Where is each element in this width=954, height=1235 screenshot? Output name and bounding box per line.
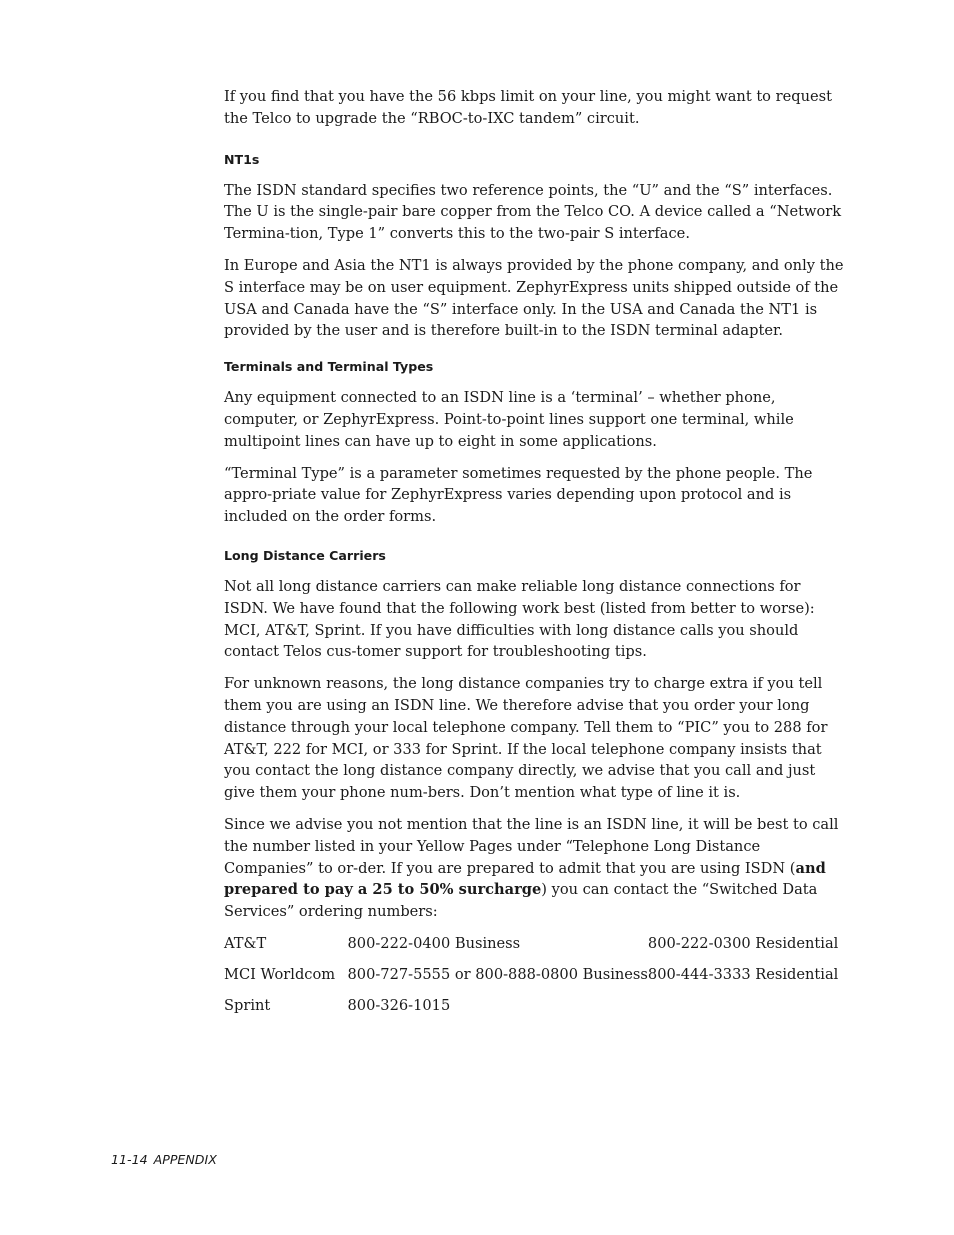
nt1-heading: NT1s (224, 151, 260, 167)
carrier-name: MCI Worldcom (224, 965, 336, 983)
intro-paragraph: If you find that you have the 56 kbps limit on your line, you might want to request the Telco to upgrade the “RBOC-to-IXC tandem” circuit. (224, 88, 832, 127)
carrier-business-number: 800-326-1015 (347, 996, 451, 1014)
footer-section-label: APPENDIX (153, 1152, 217, 1167)
terminals-paragraph-1: Any equipment connected to an ISDN line is a ‘terminal’ – whether phone, computer, or ZephyrExpress. Point-to-point lines support one terminal, while multipoint lines can have up to eight in some applications. (224, 389, 794, 450)
terminals-heading: Terminals and Terminal Types (224, 359, 434, 375)
long-distance-paragraph-3 (224, 814, 848, 923)
carrier-name: AT&T (224, 934, 267, 952)
page-number: 11-14 (111, 1152, 148, 1167)
carrier-business-number: 800-727-5555 or 800-888-0800 Business (347, 965, 648, 983)
carrier-name: Sprint (224, 996, 271, 1014)
long-distance-paragraph-2: For unknown reasons, the long distance companies try to charge extra if you tell them you are using an ISDN line. We therefore advise that you order your long distance through your local telephone company. Tell them to “PIC” you to 288 for AT&T, 222 for MCI, or 333 for Sprint. If the local telephone company insists that you contact the long distance company directly, we advise that you call and just give them your phone num-bers. Don’t mention what type of line it is. (224, 675, 828, 802)
page-footer (111, 1152, 217, 1167)
surcharge-bold-text: and prepared to pay a 25 to 50% surcharge (224, 859, 826, 899)
terminals-paragraph-2: “Terminal Type” is a parameter sometimes requested by the phone people. The appro-priate value for ZephyrExpress varies depending upon protocol and is included on the order forms. (224, 464, 813, 526)
long-distance-heading: Long Distance Carriers (224, 547, 386, 563)
carrier-residential-number: 800-222-0300 Residential (647, 934, 839, 952)
long-distance-paragraph-1: Not all long distance carriers can make reliable long distance connections for ISDN. We have found that the following work best (listed from better to worse): MCI, AT&T, Sprint. If you have difficulties with long distance calls you should contact Telos cus-tomer support for troubleshooting tips. (224, 577, 815, 661)
page-content (224, 86, 848, 1026)
table-row (224, 933, 848, 964)
table-row (224, 995, 848, 1026)
p3-text-after: ) you can contact the “Switched Data Services” ordering numbers: (224, 881, 818, 921)
nt1-paragraph-2: In Europe and Asia the NT1 is always provided by the phone company, and only the S interface may be on user equipment. ZephyrExpress units shipped outside of the USA and Canada have the “S” interface only. In the USA and Canada the NT1 is provided by the user and is therefore built-in to the ISDN terminal adapter. (224, 256, 844, 340)
table-row (224, 964, 848, 995)
p3-text-before: Since we advise you not mention that the line is an ISDN line, it will be best to call the number listed in your Yellow Pages under “Telephone Long Distance Companies” to or-der. If you are prepared to admit that you are using ISDN ( (224, 815, 839, 877)
carrier-residential-number (648, 995, 848, 1026)
carrier-numbers-table (224, 933, 848, 1026)
nt1-paragraph-1: The ISDN standard specifies two reference points, the “U” and the “S” interfaces. The U is the single-pair bare copper from the Telco CO. A device called a “Network Termina-tion, Type 1” converts this to the two-pair S interface. (224, 181, 842, 243)
carrier-residential-number: 800-444-3333 Residential (647, 965, 839, 983)
carrier-business-number: 800-222-0400 Business (347, 934, 521, 952)
